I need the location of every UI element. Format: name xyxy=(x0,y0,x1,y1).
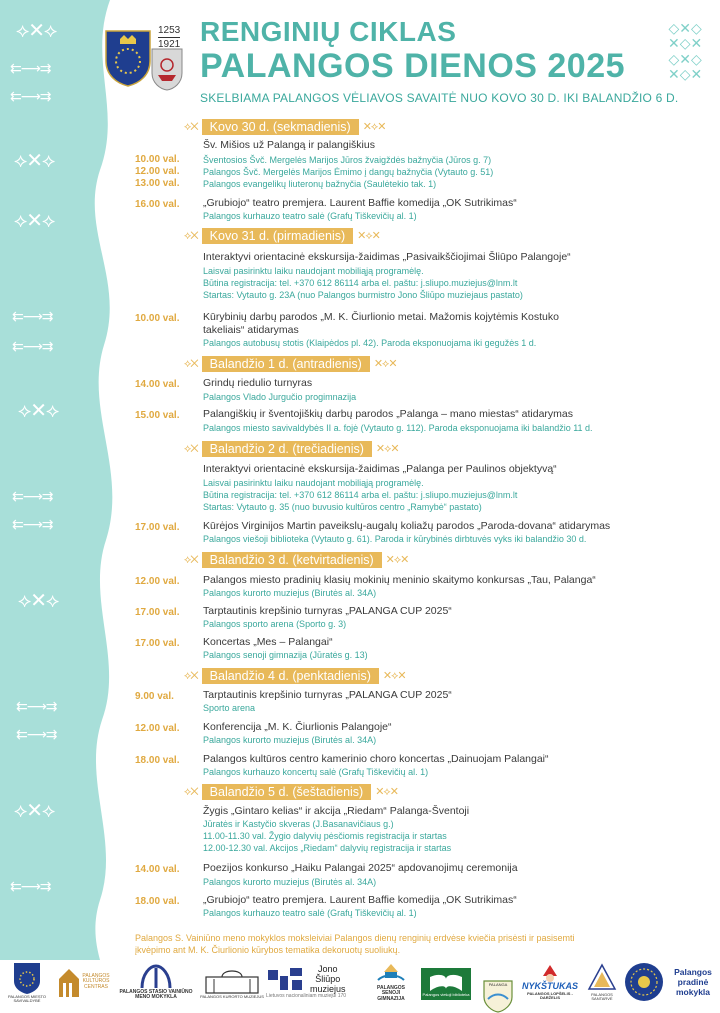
art-school-icon xyxy=(138,964,174,990)
logo-label: PALANGOS STASIO VAINIŪNO MENO MOKYKLA xyxy=(119,988,193,1000)
day-header-6 xyxy=(184,668,406,684)
event-place: Palangos kurhauzo teatro salė (Grafų Tiškevičių al. 1) xyxy=(203,211,417,221)
logo-resort-museum xyxy=(200,960,264,1004)
event-title: Interaktyvi orientacinė ekskursija-žaidimas „Palanga per Paulinos objektyvą“ xyxy=(203,463,557,475)
band-ornament-3: ⇇⟶⇉ xyxy=(10,89,51,105)
event-detail: Jūratės ir Kastyčio skveras (J.Basanavičiaus g.) xyxy=(203,819,394,829)
logo-nykstukas-kindergarten xyxy=(518,960,582,1004)
ornament-left: ⟡✕ xyxy=(184,669,198,682)
logo-label: muziejus xyxy=(310,984,346,995)
day-header-4 xyxy=(184,441,399,457)
day-header-2 xyxy=(184,228,380,244)
years-box xyxy=(158,24,180,51)
event-title: Palangos miesto pradinių klasių mokinių meninio skaitymo konkursas „Tau, Palanga“ xyxy=(203,574,596,586)
logo-label: pradinė xyxy=(677,977,709,987)
round-seal-icon xyxy=(624,962,664,1002)
day-label: Balandžio 4 d. (penktadienis) xyxy=(202,668,379,684)
ornament-left: ⟡✕ xyxy=(184,553,198,566)
event-title: Tarptautinis krepšinio turnyras „PALANGA CUP 2025“ xyxy=(203,689,452,701)
ornament-right: ✕⟡✕ xyxy=(375,443,399,455)
logo-art-school xyxy=(114,960,198,1004)
event-time: 14.00 val. xyxy=(135,379,180,390)
logo-label: Šliūpo xyxy=(315,974,341,985)
event-detail: Būtina registracija: tel. +370 612 86114 arba el. paštu: j.sliupo.muziejus@lnm.lt xyxy=(203,278,518,288)
event-place: Šventosios Švč. Mergelės Marijos Jūros žvaigždės bažnyčia (Jūros g. 7) xyxy=(203,155,492,165)
event-time: 10.00 val. xyxy=(135,154,180,165)
logo-primary-school xyxy=(668,960,718,1004)
event-place: Palangos kurorto muziejus (Birutės al. 34A) xyxy=(203,877,377,887)
event-detail: Laisvai pasirinktu laiku naudojant mobiliąją programėlę. xyxy=(203,266,424,276)
event-place: Palangos evangelikų liuteronų bažnyčia (Saulėtekio tak. 1) xyxy=(203,179,437,189)
ornament-left: ⟡✕ xyxy=(184,357,198,370)
band-ornament-8: ⟡✕⟡ xyxy=(18,398,59,422)
subtitle: SKELBIAMA PALANGOS VĖLIAVOS SAVAITĖ NUO KOVO 30 D. IKI BALANDŽIO 6 D. xyxy=(200,91,679,105)
logo-label: Jono xyxy=(317,964,338,975)
event-title: Grindų riedulio turnyras xyxy=(203,377,313,389)
event-time: 16.00 val. xyxy=(135,199,180,210)
event-time: 9.00 val. xyxy=(135,691,174,702)
event-place: Palangos kurhauzo teatro salė (Grafų Tiškevičių al. 1) xyxy=(203,908,417,918)
band-ornament-4: ⟡✕⟡ xyxy=(14,148,55,172)
event-time: 17.00 val. xyxy=(135,522,180,533)
band-ornament-12: ⇇⟶⇉ xyxy=(16,699,57,715)
event-detail: Startas: Vytauto g. 23A (nuo Palangos burmistro Jono Šliūpo muziejaus pastato) xyxy=(203,290,523,300)
day-label: Balandžio 2 d. (trečiadienis) xyxy=(202,441,372,457)
day-header-3 xyxy=(184,356,397,372)
footer-note: Palangos S. Vainiūno meno mokyklos moksleiviai Palangos dienų renginių erdvėse kviečia prisėsti ir pasisemti įkvėpimo ant M. K. Čiurlionio kūrybos tematika dekoruotų suoliukų. xyxy=(135,933,575,955)
logo-label: PALANGOS KURORTO MUZIEJUS xyxy=(200,993,264,999)
day-header-5 xyxy=(184,552,408,568)
event-place: Palangos senoji gimnazija (Jūratės g. 13) xyxy=(203,650,368,660)
event-detail: Laisvai pasirinktu laiku naudojant mobiliąją programėlę. xyxy=(203,478,424,488)
event-time: 12.00 val. xyxy=(135,576,180,587)
logo-sliupo-museum xyxy=(266,960,366,1004)
event-time: 17.00 val. xyxy=(135,607,180,618)
event-time: 13.00 val. xyxy=(135,178,180,189)
museum-building-icon xyxy=(204,965,260,995)
event-title-cont: takeliais“ atidarymas xyxy=(203,324,299,336)
event-time: 12.00 val. xyxy=(135,166,180,177)
event-title: Žygis „Gintaro kelias“ ir akcija „Riedam“ Palanga-Šventoji xyxy=(203,805,470,817)
ornament-left: ⟡✕ xyxy=(184,785,198,798)
gymnasium-icon xyxy=(376,962,406,986)
logo-label: PALANGA xyxy=(488,981,508,987)
event-place: Palangos Švč. Mergelės Marijos Ėmimo į dangų bažnyčia (Vytauto g. 51) xyxy=(203,167,494,177)
ornament-right: ✕⟡✕ xyxy=(375,786,398,798)
santarve-icon xyxy=(587,963,617,993)
band-ornament-15: ⇇⟶⇉ xyxy=(10,879,51,895)
logo-label: mokykla xyxy=(675,987,711,997)
band-ornament-13: ⇇⟶⇉ xyxy=(16,727,57,743)
event-place: Palangos autobusų stotis (Klaipėdos pl. 42). Paroda eksponuojama iki gegužės 1 d. xyxy=(203,338,537,348)
event-title: „Grubiojo“ teatro premjera. Laurent Baffie komedija „OK Sutrikimas“ xyxy=(203,197,517,209)
band-ornament-1: ⟡✕⟡ xyxy=(16,18,57,42)
palanga-coat-of-arms-icon xyxy=(104,27,152,87)
right-ornament: ◇✕◇ ✕◇✕ ◇✕◇ ✕◇✕ xyxy=(668,21,703,84)
event-place: Palangos kurhauzo koncertų salė (Grafų Tiškevičių al. 1) xyxy=(203,767,429,777)
day-label: Kovo 31 d. (pirmadienis) xyxy=(202,228,353,244)
band-ornament-7: ⇇⟶⇉ xyxy=(12,339,53,355)
band-ornament-11: ⟡✕⟡ xyxy=(18,588,59,612)
ornament-left: ⟡✕ xyxy=(184,442,198,455)
logo-label: NYKŠTUKAS xyxy=(521,981,578,992)
event-place: Palangos Vlado Jurgučio progimnazija xyxy=(203,392,357,402)
event-time: 15.00 val. xyxy=(135,410,180,421)
event-time: 12.00 val. xyxy=(135,723,180,734)
day-header-7 xyxy=(184,784,398,800)
event-time: 10.00 val. xyxy=(135,313,180,324)
band-ornament-9: ⇇⟶⇉ xyxy=(12,489,53,505)
logo-santarve-school xyxy=(584,960,620,1004)
ornament-left: ⟡✕ xyxy=(184,120,198,133)
logo-label: Lietuvos nacionaliniam muziejui 170 xyxy=(266,993,347,1000)
day-header-1 xyxy=(184,119,385,135)
band-ornament-10: ⇇⟶⇉ xyxy=(12,517,53,533)
event-title: Interaktyvi orientacinė ekskursija-žaidimas „Pasivaikščiojimai Šliūpo Palangoje“ xyxy=(203,251,571,263)
ornament-right: ✕⟡✕ xyxy=(382,670,406,682)
event-title: Kūrėjos Virginijos Martin paveikslų-augalų koliažų parodos „Paroda-dovana“ atidarymas xyxy=(203,520,611,532)
event-title: Tarptautinis krepšinio turnyras „PALANGA CUP 2025“ xyxy=(203,605,452,617)
event-title: Kūrybinių darbų parodos „M. K. Čiurlionio metai. Mažomis kojytėmis Kostuko xyxy=(203,311,559,323)
event-title: Šv. Mišios už Palangą ir palangiškius xyxy=(203,139,375,151)
event-place: Sporto arena xyxy=(203,703,256,713)
event-detail: 12.00-12.30 val. Akcijos „Riedam“ dalyvių registracija ir startas xyxy=(203,843,452,853)
band-ornament-6: ⇇⟶⇉ xyxy=(12,309,53,325)
event-place: Palangos kurorto muziejus (Birutės al. 34A) xyxy=(203,735,377,745)
logo-label: PALANGOS LOPŠELIS - DARŽELIS xyxy=(527,990,573,1000)
logo-label: PALANGOS KULTŪROS CENTRAS xyxy=(82,973,110,990)
ornament-right: ✕⟡✕ xyxy=(357,230,380,242)
logo-label: PALANGOS SANTARVĖ xyxy=(591,991,613,1001)
logo-palanga-municipality xyxy=(6,960,48,1004)
event-place: Palangos miesto savivaldybės II a. fojė (Vytauto g. 112). Paroda eksponuojama iki balandžio 11 d. xyxy=(203,423,593,433)
municipality-crest-icon xyxy=(12,961,42,995)
logo-label: PALANGOS SENOJI GIMNAZIJA xyxy=(377,985,405,1002)
logo-label: Palangos xyxy=(674,967,712,977)
gnome-icon xyxy=(537,964,563,982)
culture-center-icon xyxy=(57,965,81,999)
sliupo-museum-icon xyxy=(266,966,306,992)
ornament-right: ✕⟡✕ xyxy=(373,358,397,370)
logo-label: PALANGOS MIESTO SAVIVALDYBĖ xyxy=(7,993,47,1003)
ornament-right: ✕⟡✕ xyxy=(362,121,386,133)
event-place: Palangos viešoji biblioteka (Vytauto g. 61). Paroda ir kūrybinės dirbtuvės vyks iki balandžio 30 d. xyxy=(203,534,587,544)
ornament-right: ✕⟡✕ xyxy=(385,554,409,566)
event-time: 18.00 val. xyxy=(135,896,180,907)
logo-round-seal xyxy=(622,960,666,1004)
year-1: 1253 xyxy=(158,25,181,36)
event-title: Koncertas „Mes – Palangai“ xyxy=(203,636,333,648)
sliupo-text xyxy=(310,964,346,994)
event-time: 17.00 val. xyxy=(135,638,180,649)
event-place: Palangos kurorto muziejus (Birutės al. 34A) xyxy=(203,588,377,598)
event-detail: Būtina registracija: tel. +370 612 86114 arba el. paštu: j.sliupo.muziejus@lnm.lt xyxy=(203,490,518,500)
logo-culture-center xyxy=(56,960,112,1004)
logo-public-library xyxy=(418,960,474,1004)
logo-palanga-shield xyxy=(478,960,518,1004)
day-label: Balandžio 5 d. (šeštadienis) xyxy=(202,784,372,800)
event-title: „Grubiojo“ teatro premjera. Laurent Baffie komedija „OK Sutrikimas“ xyxy=(203,894,517,906)
band-ornament-14: ⟡✕⟡ xyxy=(14,798,55,822)
title-line-1: RENGINIŲ CIKLAS xyxy=(200,16,457,47)
event-title: Palangos kultūros centro kamerinio choro koncertas „Dainuojam Palangai“ xyxy=(203,753,549,765)
event-title: Palangiškių ir šventojiškių darbų parodos „Palanga – mano miestas“ atidarymas xyxy=(203,408,574,420)
band-ornament-2: ⇇⟶⇉ xyxy=(10,61,51,77)
day-label: Balandžio 1 d. (antradienis) xyxy=(202,356,370,372)
logo-label: Palangos viešoji biblioteka xyxy=(422,991,470,997)
event-detail: Startas: Vytauto g. 35 (nuo buvusio kultūros centro „Ramybė“ pastato) xyxy=(203,502,482,512)
second-coat-of-arms-icon xyxy=(150,47,184,91)
day-label: Kovo 30 d. (sekmadienis) xyxy=(202,119,359,135)
ornament-left: ⟡✕ xyxy=(184,229,198,242)
event-time: 18.00 val. xyxy=(135,755,180,766)
year-2: 1921 xyxy=(158,39,181,50)
title-line-2: PALANGOS DIENOS 2025 xyxy=(200,47,626,85)
sliupo-logo-row xyxy=(266,964,346,994)
event-title: Poezijos konkurso „Haiku Palangai 2025“ apdovanojimų ceremonija xyxy=(203,862,518,874)
logo-old-gymnasium xyxy=(368,960,414,1004)
event-time: 14.00 val. xyxy=(135,864,180,875)
event-detail: 11.00-11.30 val. Žygio dalyvių pėsčiomis registracija ir startas xyxy=(203,831,447,841)
event-place: Palangos sporto arena (Sporto g. 3) xyxy=(203,619,347,629)
day-label: Balandžio 3 d. (ketvirtadienis) xyxy=(202,552,382,568)
band-ornament-5: ⟡✕⟡ xyxy=(14,208,55,232)
event-title: Konferencija „M. K. Čiurlionis Palangoje“ xyxy=(203,721,392,733)
